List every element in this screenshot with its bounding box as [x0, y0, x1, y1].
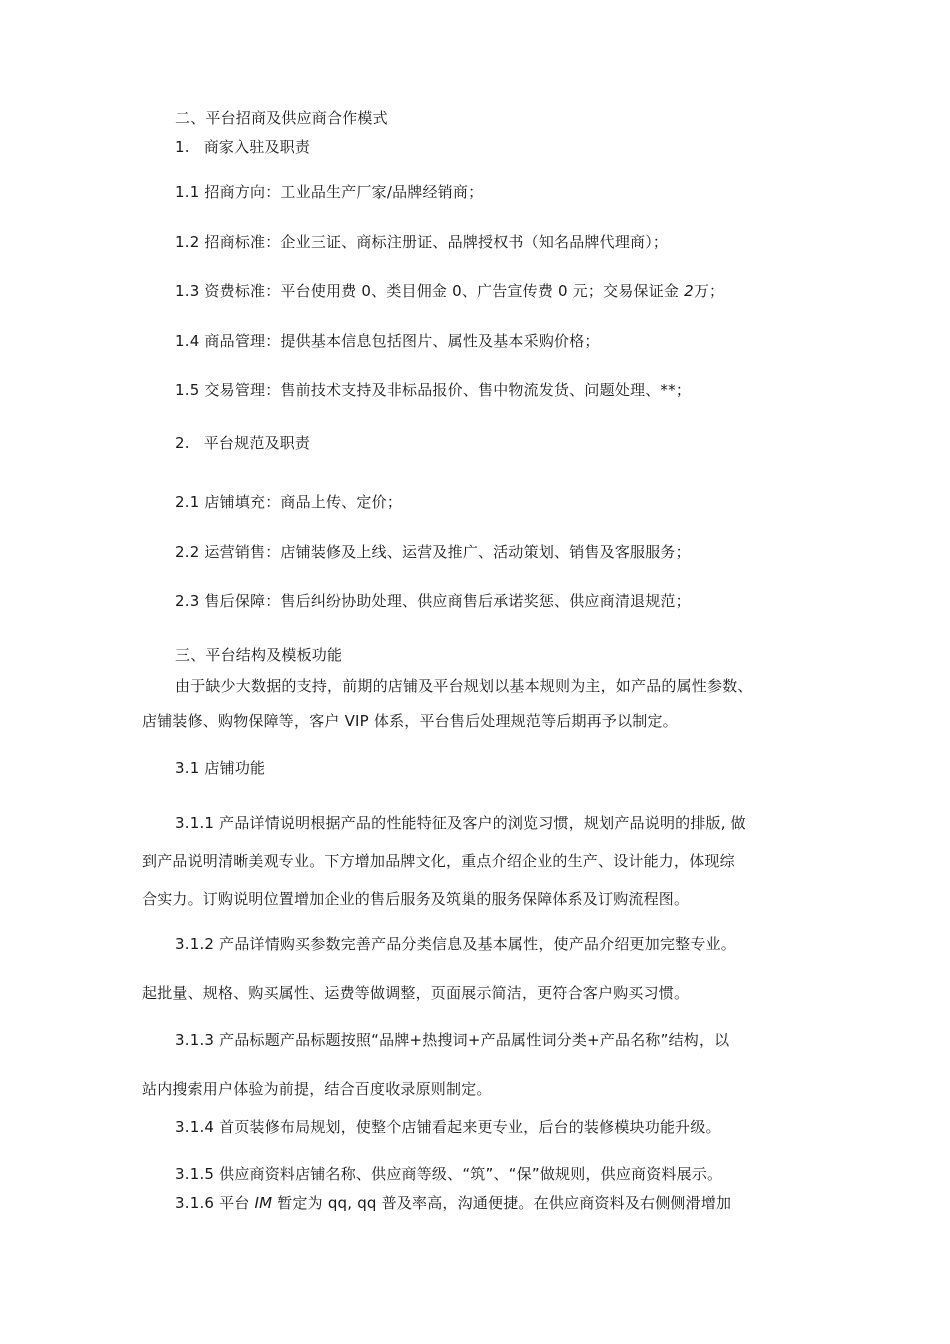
subsection-2-title: 平台规范及职责	[203, 434, 311, 452]
item-1-3	[175, 281, 724, 301]
subsection-1-number: 1.	[175, 138, 190, 156]
item-1-1: 1.1 招商方向：工业品生产厂家/品牌经销商；	[175, 183, 484, 201]
para-3-1-3-line-2: 站内搜索用户体验为前提，结合百度收录原则制定。	[142, 1080, 492, 1098]
section-3-heading: 三、平台结构及模板功能	[175, 646, 343, 664]
section-2-heading: 二、平台招商及供应商合作模式	[175, 109, 388, 127]
intro-line-2: 店铺装修、购物保障等，客户 VIP 体系，平台售后处理规范等后期再予以制定。	[142, 712, 678, 730]
subsection-1-heading	[175, 137, 310, 157]
para-3-1-4: 3.1.4 首页装修布局规划，使整个店铺看起来更专业，后台的装修模块功能升级。	[175, 1118, 721, 1136]
para-3-1-5: 3.1.5 供应商资料店铺名称、供应商等级、“筑”、“保”做规则，供应商资料展示。	[175, 1165, 723, 1183]
para-3-1-6-post: 暂定为 qq, qq 普及率高，沟通便捷。在供应商资料及右侧侧滑增加	[272, 1194, 732, 1212]
item-1-5: 1.5 交易管理：售前技术支持及非标品报价、售中物流发货、问题处理、**；	[175, 381, 692, 399]
subsection-2-heading	[175, 433, 310, 453]
para-3-1-2-line-1: 3.1.2 产品详情购买参数完善产品分类信息及基本属性，使产品介绍更加完整专业。	[175, 935, 736, 953]
item-1-3-tail: 万；	[693, 282, 725, 300]
intro-line-1: 由于缺少大数据的支持，前期的店铺及平台规划以基本规则为主，如产品的属性参数、	[175, 677, 753, 695]
item-1-3-deposit-number: 2	[684, 282, 694, 300]
para-3-1-2-line-2: 起批量、规格、购买属性、运费等做调整，页面展示简洁，更符合客户购买习惯。	[142, 984, 690, 1002]
item-2-2: 2.2 运营销售：店铺装修及上线、运营及推广、活动策划、销售及客服服务；	[175, 543, 691, 561]
item-1-2: 1.2 招商标准：企业三证、商标注册证、品牌授权书（知名品牌代理商）；	[175, 233, 669, 251]
para-3-1-6	[175, 1193, 731, 1213]
para-3-1-1-line-3: 合实力。订购说明位置增加企业的售后服务及筑巢的服务保障体系及订购流程图。	[142, 890, 690, 908]
subsection-3-1-heading: 3.1 店铺功能	[175, 759, 266, 777]
item-1-3-text: 1.3 资费标准：平台使用费 0、类目佣金 0、广告宣传费 0 元；交易保证金	[175, 282, 685, 300]
para-3-1-6-pre: 3.1.6 平台	[175, 1194, 255, 1212]
subsection-2-number: 2.	[175, 434, 190, 452]
para-3-1-1-line-1: 3.1.1 产品详情说明根据产品的性能特征及客户的浏览习惯，规划产品说明的排版, 做	[175, 814, 746, 832]
para-3-1-1-line-2: 到产品说明清晰美观专业。下方增加品牌文化，重点介绍企业的生产、设计能力，体现综	[142, 852, 735, 870]
para-3-1-6-im: IM	[254, 1194, 273, 1212]
subsection-1-title: 商家入驻及职责	[203, 138, 311, 156]
item-2-1: 2.1 店铺填充：商品上传、定价；	[175, 493, 403, 511]
para-3-1-3-line-1: 3.1.3 产品标题产品标题按照“品牌+热搜词+产品属性词分类+产品名称”结构，以	[175, 1031, 730, 1049]
item-1-4: 1.4 商品管理：提供基本信息包括图片、属性及基本采购价格；	[175, 332, 600, 350]
item-2-3: 2.3 售后保障：售后纠纷协助处理、供应商售后承诺奖惩、供应商清退规范；	[175, 592, 691, 610]
